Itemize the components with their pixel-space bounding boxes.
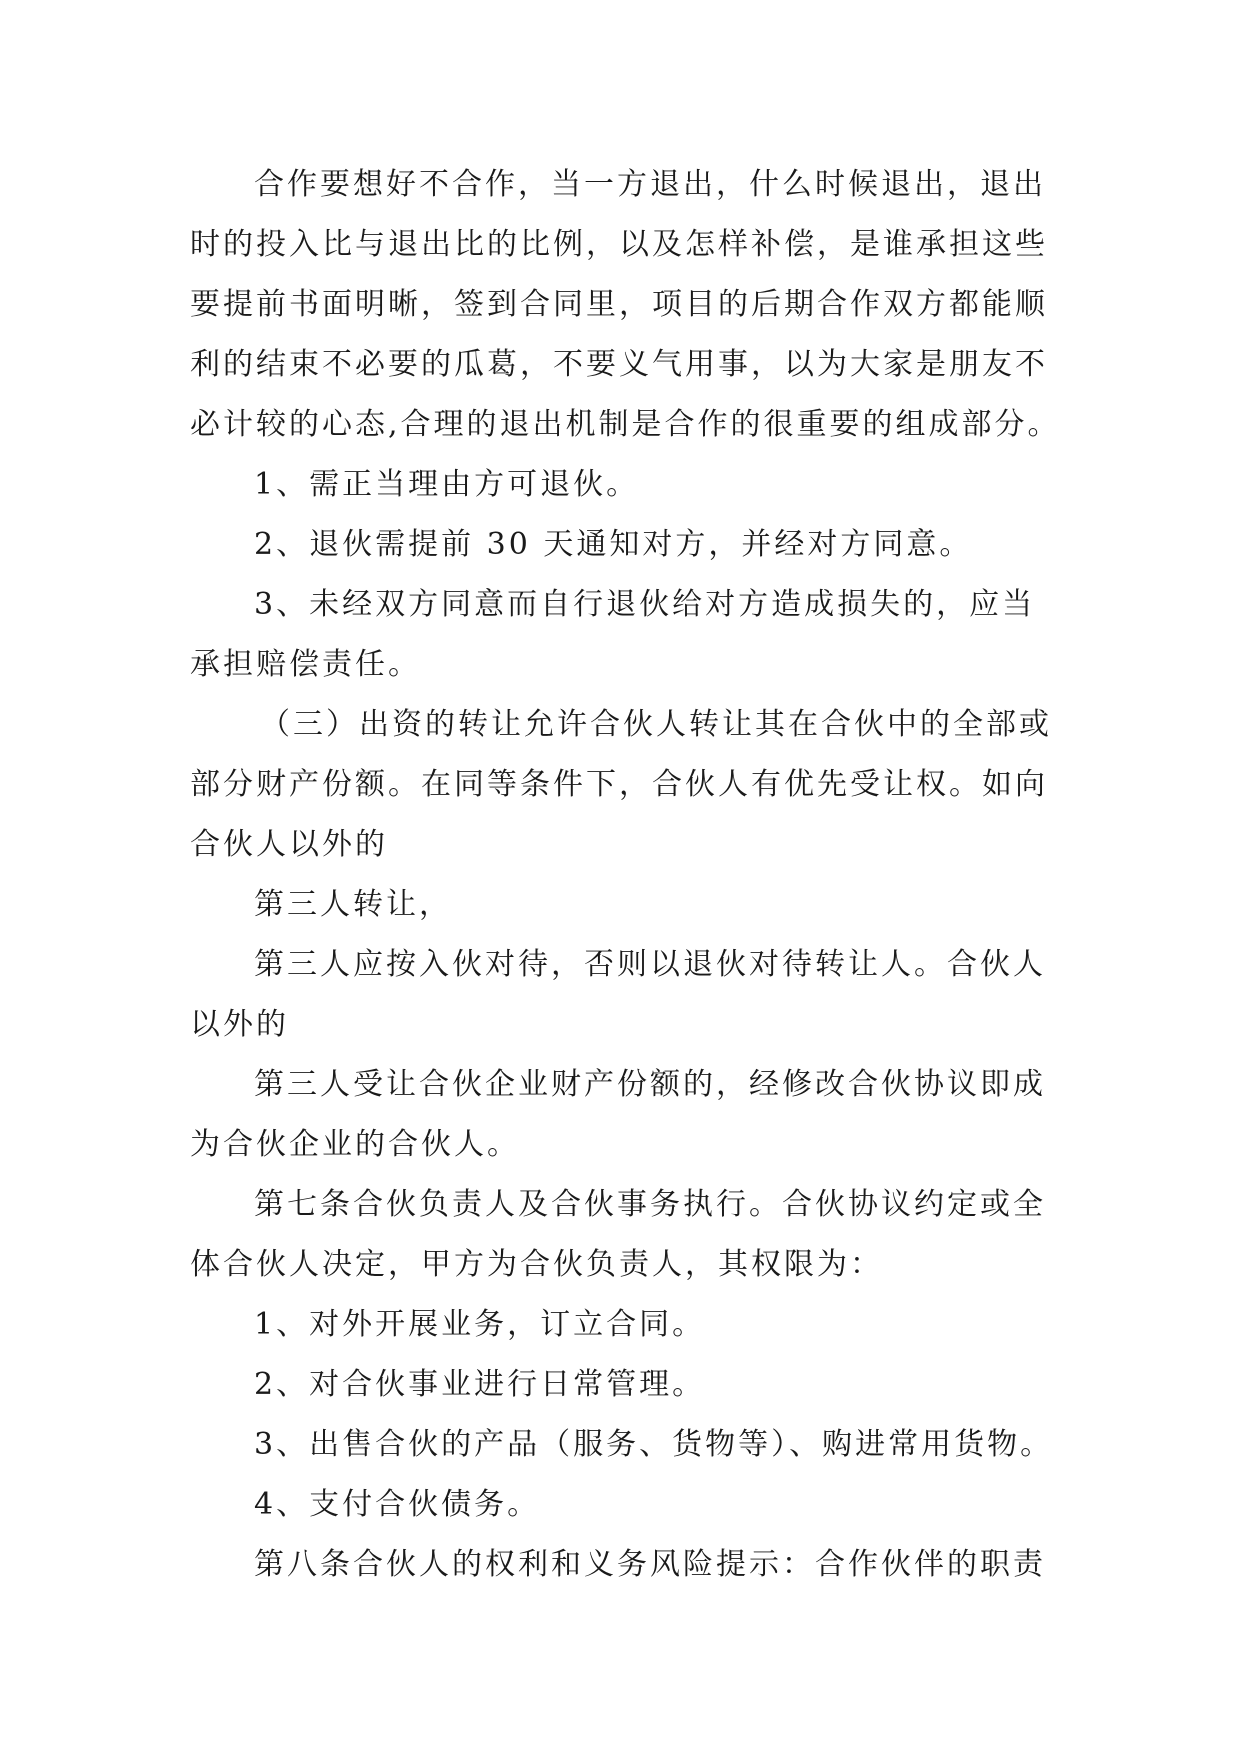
- paragraph-line: 为合伙企业的合伙人。: [190, 1127, 520, 1162]
- list-item: 2、对合伙事业进行日常管理。: [254, 1367, 706, 1402]
- article-heading: 第七条合伙负责人及合伙事务执行。合伙协议约定或全: [254, 1187, 1046, 1222]
- paragraph-line: 体合伙人决定，甲方为合伙负责人，其权限为：: [190, 1247, 883, 1282]
- paragraph-line: 时的投入比与退出比的比例，以及怎样补偿，是谁承担这些: [190, 227, 1048, 262]
- paragraph-line: 部分财产份额。在同等条件下，合伙人有优先受让权。如向: [190, 767, 1048, 802]
- paragraph-line: 必计较的心态,合理的退出机制是合作的很重要的组成部分。: [190, 407, 1061, 442]
- paragraph-line: 承担赔偿责任。: [190, 647, 421, 682]
- list-item: 1、对外开展业务，订立合同。: [254, 1307, 706, 1342]
- document-page: [190, 155, 1061, 1595]
- list-item: 3、未经双方同意而自行退伙给对方造成损失的，应当: [254, 587, 1036, 622]
- list-item: 4、支付合伙债务。: [254, 1487, 541, 1522]
- paragraph-line: 要提前书面明晰，签到合同里，项目的后期合作双方都能顺: [190, 287, 1048, 322]
- list-item: 3、出售合伙的产品（服务、货物等）、购进常用货物。: [254, 1427, 1054, 1462]
- paragraph-line: 合伙人以外的: [190, 827, 388, 862]
- list-item: 1、需正当理由方可退伙。: [254, 467, 640, 502]
- paragraph-line: 合作要想好不合作，当一方退出，什么时候退出，退出: [254, 167, 1046, 202]
- section-heading: （三）出资的转让允许合伙人转让其在合伙中的全部或: [260, 707, 1052, 742]
- paragraph-line: 第三人应按入伙对待，否则以退伙对待转让人。合伙人: [254, 947, 1046, 982]
- paragraph-line: 以外的: [190, 1007, 289, 1042]
- paragraph-line: 第三人受让合伙企业财产份额的，经修改合伙协议即成: [254, 1067, 1046, 1102]
- paragraph-line: 利的结束不必要的瓜葛，不要义气用事，以为大家是朋友不: [190, 347, 1048, 382]
- list-item: 2、退伙需提前 30 天通知对方，并经对方同意。: [254, 527, 973, 562]
- article-heading: 第八条合伙人的权利和义务风险提示：合作伙伴的职责: [254, 1547, 1046, 1582]
- paragraph-line: 第三人转让，: [254, 887, 452, 922]
